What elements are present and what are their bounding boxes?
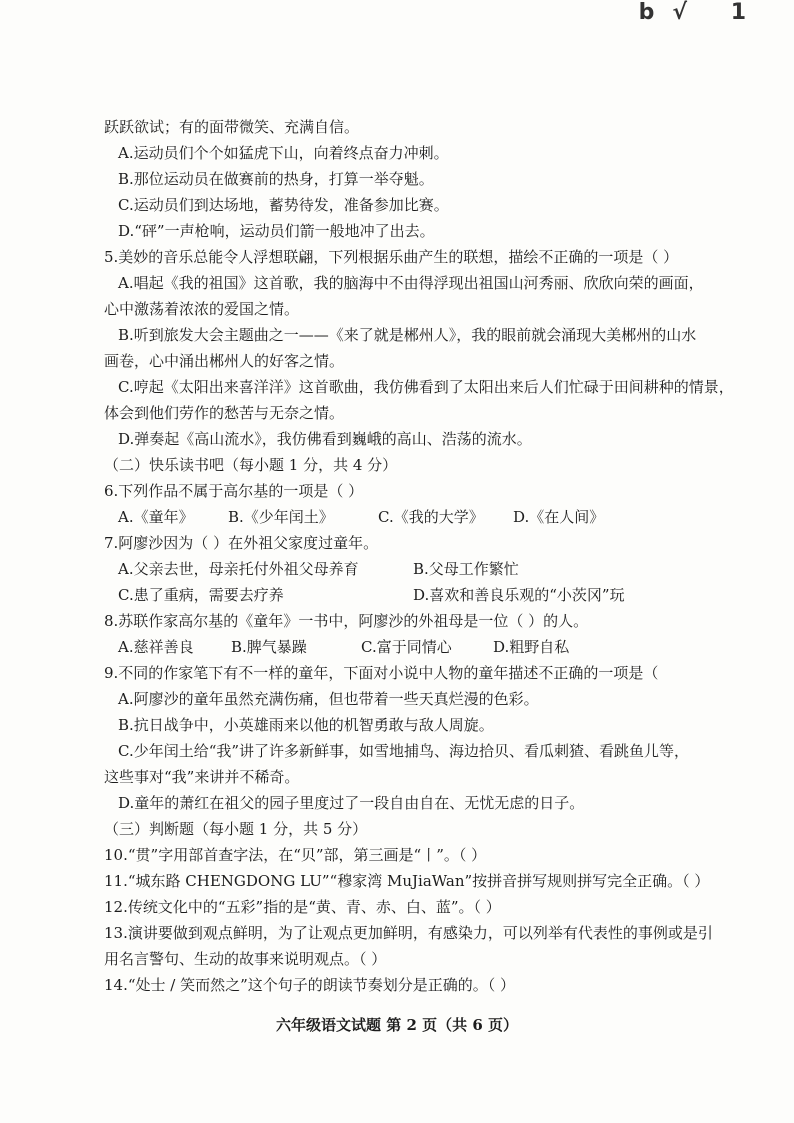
q6-option-d: D.《在人间》 <box>513 508 605 526</box>
text-line: 13.演讲要做到观点鲜明，为了让观点更加鲜明，有感染力，可以列举有代表性的事例或是引 <box>104 924 713 942</box>
text-line: C.运动员们到达场地，蓄势待发，准备参加比赛。 <box>118 196 449 214</box>
text-line: D.“砰”一声枪响，运动员们箭一般地冲了出去。 <box>118 222 435 240</box>
q8-stem: 8.苏联作家高尔基的《童年》一书中，阿廖沙的外祖母是一位（ ）的人。 <box>104 612 589 630</box>
text-line: B.那位运动员在做赛前的热身，打算一举夺魁。 <box>118 170 434 188</box>
text-line: A.唱起《我的祖国》这首歌，我的脑海中不由得浮现出祖国山河秀丽、欣欣向荣的画面， <box>118 274 704 292</box>
text-line: 5.美妙的音乐总能令人浮想联翩，下列根据乐曲产生的联想，描绘不正确的一项是（ ） <box>104 248 679 266</box>
q7-stem: 7.阿廖沙因为（ ）在外祖父家度过童年。 <box>104 534 379 552</box>
text-line: 11.“城东路 CHENGDONG LU”“穆家湾 MuJiaWan”按拼音拼写规则拼写完全正确。（ ） <box>104 872 710 890</box>
q7-option-b: B.父母工作繁忙 <box>413 560 519 578</box>
text-line: 10.“贯”字用部首查字法，在“贝”部，第三画是“丨”。（ ） <box>104 846 487 864</box>
q8-option-c: C.富于同情心 <box>361 638 452 656</box>
text-line: D.弹奏起《高山流水》，我仿佛看到巍峨的高山、浩荡的流水。 <box>118 430 532 448</box>
text-line: 画卷，心中涌出郴州人的好客之情。 <box>104 352 345 370</box>
text-line: B.抗日战争中，小英雄雨来以他的机智勇敢与敌人周旋。 <box>118 716 494 734</box>
text-line: 6.下列作品不属于高尔基的一项是（ ） <box>104 482 364 500</box>
q7-option-a: A.父亲去世，母亲托付外祖父母养育 <box>118 560 359 578</box>
text-line: （三）判断题（每小题 1 分，共 5 分） <box>104 820 368 838</box>
q8-option-d: D.粗野自私 <box>493 638 570 656</box>
q7-option-d: D.喜欢和善良乐观的“小茨冈”玩 <box>413 586 625 604</box>
q6-option-a: A.《童年》 <box>118 508 194 526</box>
text-line: 14.“处士 / 笑而然之”这个句子的朗读节奏划分是正确的。（ ） <box>104 976 516 994</box>
question-block-2 <box>104 660 744 998</box>
text-line: B.听到旅发大会主题曲之一——《来了就是郴州人》，我的眼前就会涌现大美郴州的山水 <box>118 326 697 344</box>
corner-handwriting: b√ 1 <box>638 0 764 25</box>
page-footer: 六年级语文试题 第 2 页（共 6 页） <box>276 1016 518 1034</box>
q7-options-row2 <box>104 582 744 608</box>
text-line: 9.不同的作家笔下有不一样的童年，下面对小说中人物的童年描述不正确的一项是（ <box>104 664 659 682</box>
text-line: 这些事对“我”来讲并不稀奇。 <box>104 768 300 786</box>
q7-options-row1 <box>104 556 744 582</box>
text-line: C.少年闰土给“我”讲了许多新鲜事，如雪地捕鸟、海边拾贝、看瓜刺猹、看跳鱼儿等， <box>118 742 690 760</box>
text-line: 心中激荡着浓浓的爱国之情。 <box>104 300 300 318</box>
text-line: 体会到他们劳作的愁苦与无奈之情。 <box>104 404 345 422</box>
exam-content <box>104 114 744 998</box>
q8-option-b: B.脾气暴躁 <box>231 638 307 656</box>
text-line: 跃跃欲试；有的面带微笑、充满自信。 <box>104 118 360 136</box>
text-line: A.阿廖沙的童年虽然充满伤痛，但也带着一些天真烂漫的色彩。 <box>118 690 539 708</box>
q8-options <box>104 634 744 660</box>
q6-option-c: C.《我的大学》 <box>378 508 484 526</box>
text-line: （二）快乐读书吧（每小题 1 分，共 4 分） <box>104 456 398 474</box>
question-block-1 <box>104 114 744 504</box>
q7-option-c: C.患了重病，需要去疗养 <box>118 586 284 604</box>
text-line: A.运动员们个个如猛虎下山，向着终点奋力冲刺。 <box>118 144 449 162</box>
q6-option-b: B.《少年闰土》 <box>228 508 334 526</box>
text-line: C.哼起《太阳出来喜洋洋》这首歌曲，我仿佛看到了太阳出来后人们忙碌于田间耕种的情景， <box>118 378 734 396</box>
text-line: 12.传统文化中的“五彩”指的是“黄、青、赤、白、蓝”。（ ） <box>104 898 501 916</box>
q8-option-a: A.慈祥善良 <box>118 638 194 656</box>
text-line: 用名言警句、生动的故事来说明观点。（ ） <box>104 950 387 968</box>
text-line: D.童年的萧红在祖父的园子里度过了一段自由自在、无忧无虑的日子。 <box>118 794 585 812</box>
q6-options <box>104 504 744 530</box>
